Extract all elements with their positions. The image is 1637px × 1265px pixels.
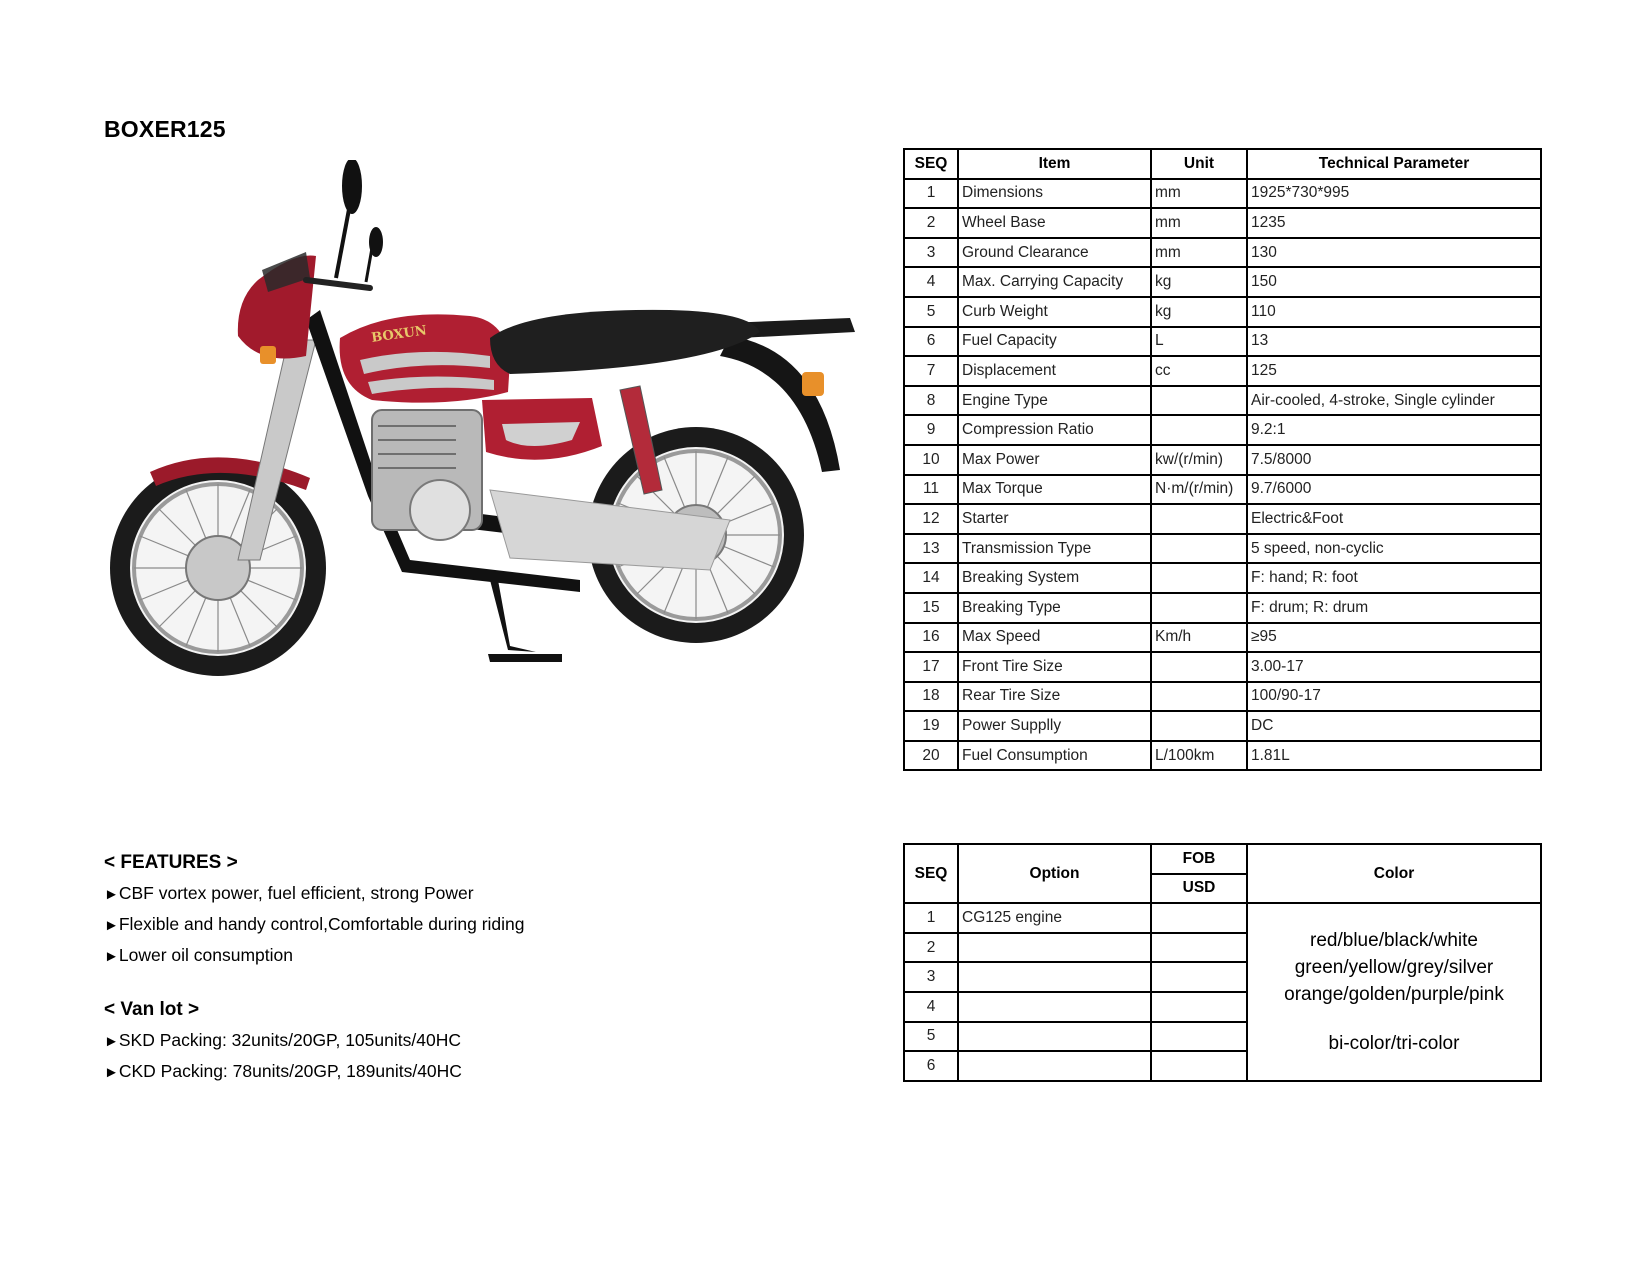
feature-item [104,878,824,909]
features-section [104,848,824,1087]
feature-text: Flexible and handy control,Comfortable during riding [118,914,525,934]
option-fob-cell [1151,992,1247,1022]
spec-seq-cell: 14 [904,563,958,593]
spec-item-cell: Max Torque [958,475,1151,505]
spec-item-cell: Fuel Capacity [958,327,1151,357]
color-option: bi-color/tri-color [1328,1032,1460,1054]
option-name-cell [958,1051,1151,1081]
spec-param-cell: 150 [1247,267,1541,297]
bullet-icon: ► [104,886,119,903]
spec-unit-cell [1151,652,1247,682]
features-heading: < FEATURES > [104,852,238,873]
option-seq-cell: 6 [904,1051,958,1081]
spec-item-cell: Engine Type [958,386,1151,416]
spec-row [904,179,1541,209]
feature-item [104,909,824,940]
option-row [904,903,1541,933]
spec-row [904,327,1541,357]
spec-param-cell: 9.7/6000 [1247,475,1541,505]
option-name-cell [958,992,1151,1022]
spec-seq-cell: 3 [904,238,958,268]
spec-unit-cell: mm [1151,208,1247,238]
feature-text: CBF vortex power, fuel efficient, strong Power [118,883,474,903]
spec-unit-cell: Km/h [1151,623,1247,653]
spec-row [904,267,1541,297]
spec-row [904,386,1541,416]
van-lot-heading: < Van lot > [104,999,200,1020]
color-option: green/yellow/grey/silver [1294,956,1494,978]
spec-seq-cell: 5 [904,297,958,327]
spec-seq-cell: 19 [904,711,958,741]
spec-unit-cell: mm [1151,179,1247,209]
spec-header-unit: Unit [1151,149,1247,179]
option-header-row [904,844,1541,874]
spec-seq-cell: 10 [904,445,958,475]
spec-param-cell: F: hand; R: foot [1247,563,1541,593]
option-seq-cell: 4 [904,992,958,1022]
spec-param-cell: 7.5/8000 [1247,445,1541,475]
spec-param-cell: 3.00-17 [1247,652,1541,682]
spec-unit-cell [1151,504,1247,534]
spec-unit-cell [1151,593,1247,623]
spec-seq-cell: 18 [904,682,958,712]
spec-unit-cell: L [1151,327,1247,357]
option-seq-cell: 5 [904,1022,958,1052]
spec-seq-cell: 8 [904,386,958,416]
spec-seq-cell: 15 [904,593,958,623]
option-fob-cell [1151,933,1247,963]
color-option: red/blue/black/white [1310,929,1478,951]
spec-row [904,238,1541,268]
spec-seq-cell: 1 [904,179,958,209]
option-fob-cell [1151,1051,1247,1081]
spec-unit-cell [1151,534,1247,564]
engine [372,410,482,540]
bullet-icon: ► [104,1033,119,1050]
option-header-fob: FOB [1151,844,1247,874]
spec-unit-cell [1151,386,1247,416]
option-header-seq: SEQ [904,844,958,903]
spec-row [904,593,1541,623]
spec-item-cell: Curb Weight [958,297,1151,327]
spec-seq-cell: 7 [904,356,958,386]
option-seq-cell: 3 [904,962,958,992]
spec-param-cell: 1235 [1247,208,1541,238]
spec-seq-cell: 20 [904,741,958,771]
spec-unit-cell [1151,711,1247,741]
spec-item-cell: Transmission Type [958,534,1151,564]
spec-item-cell: Compression Ratio [958,415,1151,445]
spec-item-cell: Max Power [958,445,1151,475]
spec-unit-cell: kg [1151,297,1247,327]
spec-item-cell: Wheel Base [958,208,1151,238]
spec-param-cell: 125 [1247,356,1541,386]
spec-param-cell: 1.81L [1247,741,1541,771]
spec-seq-cell: 4 [904,267,958,297]
spec-row [904,475,1541,505]
spec-row [904,415,1541,445]
spec-param-cell: DC [1247,711,1541,741]
option-fob-cell [1151,962,1247,992]
spec-row [904,623,1541,653]
color-option: orange/golden/purple/pink [1284,983,1504,1005]
feature-text: Lower oil consumption [118,945,293,965]
spec-unit-cell [1151,563,1247,593]
spec-param-cell: F: drum; R: drum [1247,593,1541,623]
spec-param-cell: 110 [1247,297,1541,327]
spec-param-cell: Electric&Foot [1247,504,1541,534]
color-options-cell [1247,903,1541,1081]
spec-param-cell: 130 [1247,238,1541,268]
van-lot-text: CKD Packing: 78units/20GP, 189units/40HC [118,1061,462,1081]
spec-unit-cell: L/100km [1151,741,1247,771]
spec-param-cell: 5 speed, non-cyclic [1247,534,1541,564]
spec-row [904,534,1541,564]
spec-row [904,356,1541,386]
spec-item-cell: Front Tire Size [958,652,1151,682]
spec-item-cell: Dimensions [958,179,1151,209]
fuel-tank [340,314,510,402]
spec-item-cell: Displacement [958,356,1151,386]
spec-row [904,652,1541,682]
bullet-icon: ► [104,1064,119,1081]
spec-item-cell: Rear Tire Size [958,682,1151,712]
feature-item [104,940,824,971]
spec-seq-cell: 11 [904,475,958,505]
option-seq-cell: 1 [904,903,958,933]
option-name-cell [958,933,1151,963]
spec-seq-cell: 2 [904,208,958,238]
option-name-cell [958,1022,1151,1052]
bullet-icon: ► [104,917,119,934]
spec-item-cell: Max. Carrying Capacity [958,267,1151,297]
spec-row [904,682,1541,712]
option-name-cell: CG125 engine [958,903,1151,933]
spec-unit-cell: cc [1151,356,1247,386]
spec-param-cell: 100/90-17 [1247,682,1541,712]
spec-param-cell: 1925*730*995 [1247,179,1541,209]
bullet-icon: ► [104,948,119,965]
spec-item-cell: Fuel Consumption [958,741,1151,771]
option-fob-cell [1151,1022,1247,1052]
option-seq-cell: 2 [904,933,958,963]
spec-row [904,504,1541,534]
spec-param-cell: 9.2:1 [1247,415,1541,445]
option-table [903,843,1542,1082]
spec-item-cell: Max Speed [958,623,1151,653]
option-fob-cell [1151,903,1247,933]
spec-row [904,297,1541,327]
spec-item-cell: Breaking Type [958,593,1151,623]
spec-table [903,148,1542,771]
spec-row [904,445,1541,475]
spec-seq-cell: 17 [904,652,958,682]
option-header-color: Color [1247,844,1541,903]
spec-row [904,741,1541,771]
van-lot-item [104,1056,824,1087]
page-title: BOXER125 [104,116,226,142]
spec-item-cell: Starter [958,504,1151,534]
spec-seq-cell: 6 [904,327,958,357]
spec-item-cell: Ground Clearance [958,238,1151,268]
spec-header-row [904,149,1541,179]
spec-item-cell: Power Supplly [958,711,1151,741]
spec-unit-cell: N·m/(r/min) [1151,475,1247,505]
spec-unit-cell [1151,415,1247,445]
spec-item-cell: Breaking System [958,563,1151,593]
spec-seq-cell: 13 [904,534,958,564]
spec-unit-cell [1151,682,1247,712]
spec-seq-cell: 16 [904,623,958,653]
option-name-cell [958,962,1151,992]
spec-unit-cell: kg [1151,267,1247,297]
spec-row [904,208,1541,238]
spec-row [904,711,1541,741]
spec-header-seq: SEQ [904,149,958,179]
spec-param-cell: Air-cooled, 4-stroke, Single cylinder [1247,386,1541,416]
brand-logo: BOXUN [370,323,428,346]
spec-seq-cell: 9 [904,415,958,445]
spec-unit-cell: kw/(r/min) [1151,445,1247,475]
spec-header-param: Technical Parameter [1247,149,1541,179]
front-wheel [110,460,326,676]
spec-header-item: Item [958,149,1151,179]
spec-row [904,563,1541,593]
option-header-usd: USD [1151,874,1247,904]
motorcycle-image [110,160,900,720]
spec-seq-cell: 12 [904,504,958,534]
van-lot-text: SKD Packing: 32units/20GP, 105units/40HC [118,1030,461,1050]
van-lot-item [104,1025,824,1056]
option-header-option: Option [958,844,1151,903]
spec-param-cell: 13 [1247,327,1541,357]
spec-param-cell: ≥95 [1247,623,1541,653]
spec-unit-cell: mm [1151,238,1247,268]
